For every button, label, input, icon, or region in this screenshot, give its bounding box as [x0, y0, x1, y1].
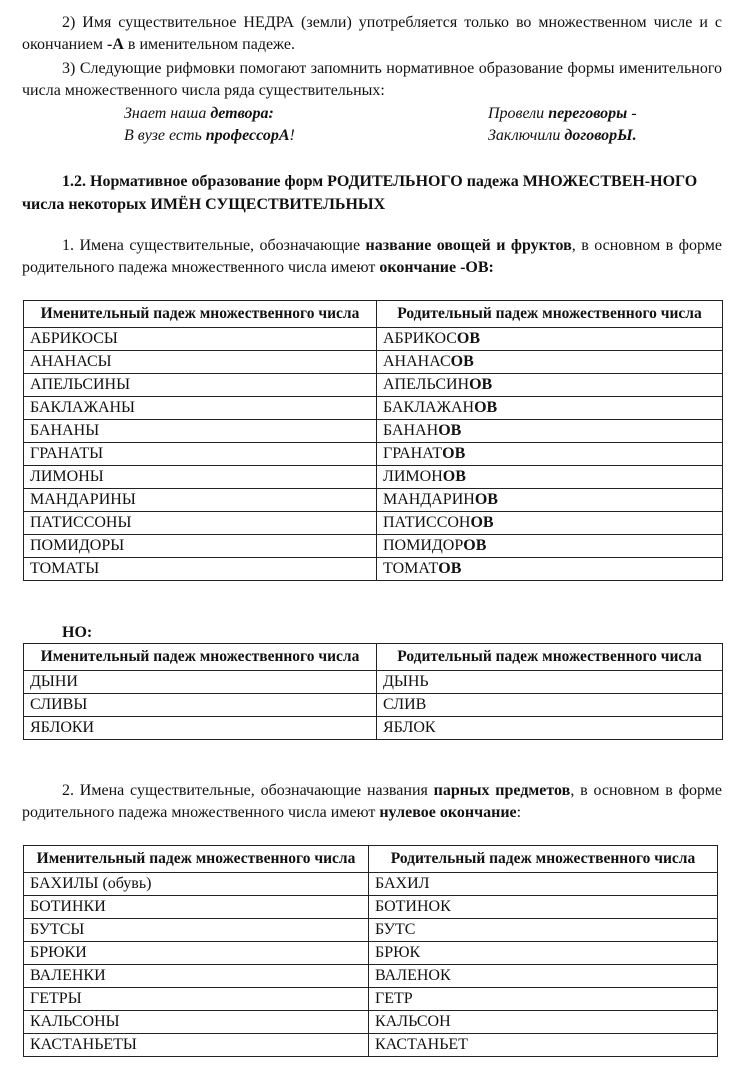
rhyme-right-1: Провели переговоры -	[488, 105, 637, 122]
header-genitive: Родительный падеж множественного числа	[377, 301, 723, 328]
header-nominative: Именительный падеж множественного числа	[24, 644, 377, 671]
nominative-cell: ГРАНАТЫ	[24, 443, 377, 466]
genitive-ending: ОВ	[438, 560, 462, 577]
table-row	[24, 717, 723, 740]
genitive-cell	[377, 535, 723, 558]
genitive-cell: ДЫНЬ	[377, 671, 723, 694]
nominative-cell: БУТСЫ	[24, 919, 369, 942]
genitive-cell	[377, 466, 723, 489]
genitive-stem: АПЕЛЬСИН	[383, 376, 470, 393]
table-row	[24, 942, 718, 965]
genitive-cell: КАСТАНЬЕТ	[369, 1034, 718, 1057]
table-row	[24, 873, 718, 896]
table-row	[24, 1011, 718, 1034]
genitive-cell: БРЮК	[369, 942, 718, 965]
nominative-cell: ПАТИССОНЫ	[24, 512, 377, 535]
nominative-cell: БРЮКИ	[24, 942, 369, 965]
genitive-stem: БАКЛАЖАН	[383, 399, 475, 416]
section-heading: 1.2. Нормативное образование форм РОДИТЕЛЬНОГО падежа МНОЖЕСТВЕН-НОГО числа некоторых ИМЁН СУЩЕСТВИТЕЛЬНЫХ	[22, 173, 698, 213]
genitive-stem: ГРАНАТ	[383, 445, 443, 462]
rhyme-left-2: В вузе есть профессорА!	[124, 127, 295, 144]
paragraph-nedra: 2) Имя существительное НЕДРА (земли) употребляется только во множественном числе и с окончанием -А в именительном падеже.	[22, 14, 722, 53]
nominative-cell: БОТИНКИ	[24, 896, 369, 919]
genitive-cell: БУТС	[369, 919, 718, 942]
vegetables-table	[23, 300, 723, 581]
genitive-cell	[377, 351, 723, 374]
genitive-cell: ГЕТР	[369, 988, 718, 1011]
nominative-cell: СЛИВЫ	[24, 694, 377, 717]
header-genitive: Родительный падеж множественного числа	[369, 846, 718, 873]
genitive-stem: АБРИКОС	[383, 330, 457, 347]
table-row	[24, 328, 723, 351]
header-genitive: Родительный падеж множественного числа	[377, 644, 723, 671]
table-row	[24, 671, 723, 694]
table-header-row	[24, 301, 723, 328]
genitive-ending: ОВ	[469, 376, 493, 393]
no-label: НО:	[62, 624, 93, 641]
table-row	[24, 397, 723, 420]
nominative-cell: ПОМИДОРЫ	[24, 535, 377, 558]
genitive-stem: МАНДАРИН	[383, 491, 475, 508]
table-row	[24, 965, 718, 988]
table-header-row	[24, 644, 723, 671]
nominative-cell: АПЕЛЬСИНЫ	[24, 374, 377, 397]
table-row	[24, 1034, 718, 1057]
nominative-cell: КАЛЬСОНЫ	[24, 1011, 369, 1034]
genitive-cell	[377, 512, 723, 535]
rhyme-left-1: Знает наша детвора:	[124, 105, 274, 122]
genitive-cell: БОТИНОК	[369, 896, 718, 919]
genitive-cell: ВАЛЕНОК	[369, 965, 718, 988]
genitive-cell	[377, 420, 723, 443]
genitive-ending: ОВ	[463, 537, 487, 554]
paragraph-vegetables: 1. Имена существительные, обозначающие название овощей и фруктов, в основном в форме родительного падежа множественного числа имеют окончание -ОВ:	[22, 237, 723, 276]
table-header-row	[24, 846, 718, 873]
nominative-cell: МАНДАРИНЫ	[24, 489, 377, 512]
table-row	[24, 694, 723, 717]
genitive-ending: ОВ	[456, 330, 481, 347]
genitive-cell: БАХИЛ	[369, 873, 718, 896]
genitive-cell: ЯБЛОК	[377, 717, 723, 740]
genitive-stem: ПОМИДОР	[383, 537, 464, 554]
genitive-cell	[377, 558, 723, 581]
nominative-cell: ВАЛЕНКИ	[24, 965, 369, 988]
genitive-stem: ЛИМОН	[383, 468, 443, 485]
table-row	[24, 466, 723, 489]
table-row	[24, 919, 718, 942]
genitive-stem: АНАНАС	[383, 353, 451, 370]
exceptions-table-body	[24, 671, 723, 740]
genitive-cell	[377, 397, 723, 420]
paragraph-paired-items: 2. Имена существительные, обозначающие названия парных предметов, в основном в форме родительного падежа множественного числа имеют нулевое окончание:	[22, 782, 722, 821]
table-row	[24, 443, 723, 466]
paired-items-table-body	[24, 873, 718, 1057]
genitive-cell	[377, 443, 723, 466]
genitive-cell	[377, 374, 723, 397]
genitive-stem: БАНАН	[383, 422, 439, 439]
table-row	[24, 896, 718, 919]
nominative-cell: ТОМАТЫ	[24, 558, 377, 581]
genitive-cell: КАЛЬСОН	[369, 1011, 718, 1034]
genitive-ending: ОВ	[438, 422, 462, 439]
table-row	[24, 558, 723, 581]
genitive-ending: ОВ	[474, 491, 498, 508]
genitive-cell	[377, 489, 723, 512]
genitive-ending: ОВ	[442, 468, 466, 485]
nominative-cell: БАНАНЫ	[24, 420, 377, 443]
table-row	[24, 535, 723, 558]
genitive-stem: ПАТИССОН	[383, 514, 471, 531]
header-nominative: Именительный падеж множественного числа	[24, 846, 369, 873]
table-row	[24, 988, 718, 1011]
nominative-cell: БАКЛАЖАНЫ	[24, 397, 377, 420]
genitive-ending: ОВ	[474, 399, 498, 416]
nominative-cell: БАХИЛЫ (обувь)	[24, 873, 369, 896]
nominative-cell: ГЕТРЫ	[24, 988, 369, 1011]
table-row	[24, 489, 723, 512]
paired-items-table	[23, 845, 718, 1057]
genitive-ending: ОВ	[450, 353, 474, 370]
nominative-cell: АНАНАСЫ	[24, 351, 377, 374]
nominative-cell: АБРИКОСЫ	[24, 328, 377, 351]
genitive-cell	[377, 328, 723, 351]
nominative-cell: ЯБЛОКИ	[24, 717, 377, 740]
table-row	[24, 374, 723, 397]
genitive-cell: СЛИВ	[377, 694, 723, 717]
paragraph-rhymes-intro: 3) Следующие рифмовки помогают запомнить нормативное образование формы именительного числа множественного числа ряда существительных:	[22, 60, 722, 99]
nominative-cell: КАСТАНЬЕТЫ	[24, 1034, 369, 1057]
table-row	[24, 512, 723, 535]
vegetables-table-body	[24, 328, 723, 581]
table-row	[24, 420, 723, 443]
exceptions-table	[23, 643, 723, 740]
nominative-cell: ЛИМОНЫ	[24, 466, 377, 489]
nominative-cell: ДЫНИ	[24, 671, 377, 694]
genitive-ending: ОВ	[442, 445, 466, 462]
table-row	[24, 351, 723, 374]
genitive-stem: ТОМАТ	[383, 560, 439, 577]
header-nominative: Именительный падеж множественного числа	[24, 301, 377, 328]
genitive-ending: ОВ	[470, 514, 494, 531]
rhyme-right-2: Заключили договорЫ.	[488, 127, 637, 144]
